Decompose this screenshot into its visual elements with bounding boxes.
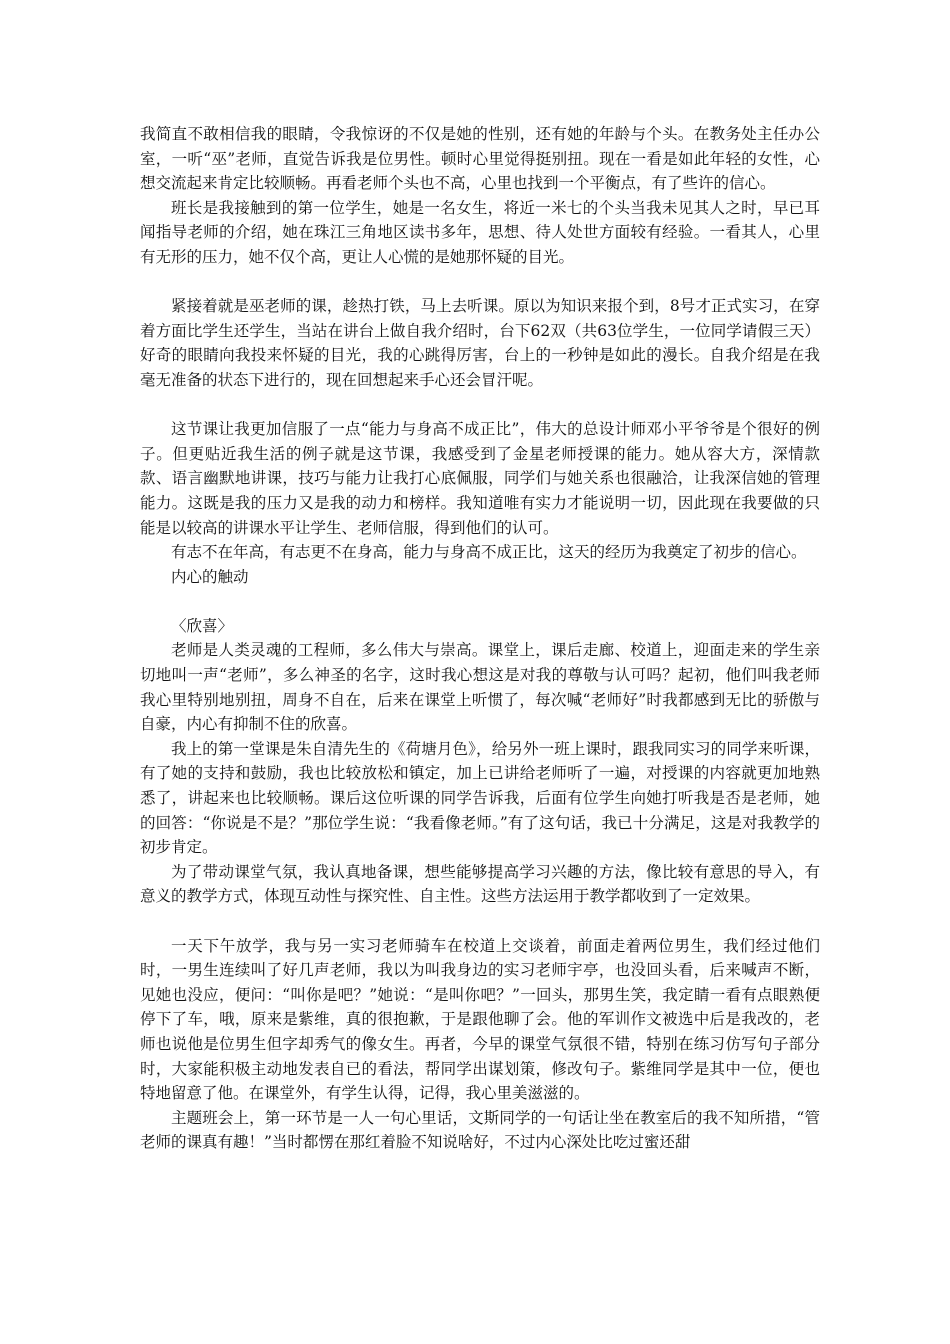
paragraph: 一天下午放学，我与另一实习老师骑车在校道上交谈着，前面走着两位男生，我们经过他们时，一男生连续叫了好几声老师，我以为叫我身边的实习老师宇亭，也没回头看，后来喊声不断，见她也没应，便问：“叫你是吧？”她说：“是叫你吧？”一回头，那男生笑，我定睛一看有点眼熟便停下了车，哦，原来是紫维，真的很抱歉，于是跟他聊了会。他的军训作文被选中后是我改的，老师也说他是位男生但字却秀气的像女生。再者，今早的课堂气氛很不错，特别在练习仿写句子部分时，大家能积极主动地发表自已的看法，帮同学出谋划策，修改句子。紫维同学是其中一位，便也特地留意了他。在课堂外，有学生认得，记得，我心里美滋滋的。 — [140, 936, 820, 1103]
paragraph: 我上的第一堂课是朱自清先生的《荷塘月色》，给另外一班上课时，跟我同实习的同学来听课，有了她的支持和鼓励，我也比较放松和镇定，加上已讲给老师听了一遍，对授课的内容就更加地熟悉了，讲起来也比较顺畅。课后这位听课的同学告诉我，后面有位学生向她打听我是否是老师，她的回答：“你说是不是？”那位学生说：“我看像老师。”有了这句话，我已十分满足，这是对我教学的初步肯定。 — [140, 739, 820, 857]
paragraph: 主题班会上，第一环节是一人一句心里话，文斯同学的一句话让坐在教室后的我不知所措，“管老师的课真有趣！”当时都愣在那红着脸不知说啥好，不过内心深处比吃过蜜还甜 — [140, 1108, 820, 1152]
section-heading: 内心的触动 — [171, 567, 249, 586]
paragraph: 老师是人类灵魂的工程师，多么伟大与崇高。课堂上，课后走廊、校道上，迎面走来的学生亲切地叫一声“老师”，多么神圣的名字，这时我心想这是对我的尊敬与认可吗？起初，他们叫我老师我心里特别地别扭，周身不自在，后来在课堂上听惯了，每次喊“老师好”时我都感到无比的骄傲与自豪，内心有抑制不住的欣喜。 — [140, 641, 820, 734]
blank-line — [140, 393, 820, 418]
paragraph: 为了带动课堂气氛，我认真地备课，想些能够提高学习兴趣的方法，像比较有意思的导入，有意义的教学方式，体现互动性与探究性、自主性。这些方法运用于教学都收到了一定效果。 — [140, 862, 820, 906]
paragraph: 紧接着就是巫老师的课，趁热打铁，马上去听课。原以为知识来报个到，8号才正式实习，在穿着方面比学生还学生，当站在讲台上做自我介绍时，台下62双（共63位学生，一位同学请假三天）好奇的眼睛向我投来怀疑的目光，我的心跳得厉害，台上的一秒钟是如此的漫长。自我介绍是在我毫无准备的状态下进行的，现在回想起来手心还会冒汗呢。 — [140, 297, 820, 389]
document-body — [140, 122, 820, 1155]
paragraph: 有志不在年高，有志更不在身高，能力与身高不成正比，这天的经历为我奠定了初步的信心。 — [171, 543, 807, 562]
blank-line — [140, 909, 820, 934]
paragraph: 我简直不敢相信我的眼睛，令我惊讶的不仅是她的性别，还有她的年龄与个头。在教务处主任办公室，一听“巫”老师，直觉告诉我是位男性。顿时心里觉得挺别扭。现在一看是如此年轻的女性，心想交流起来肯定比较顺畅。再看老师个头也不高，心里也找到一个平衡点，有了些许的信心。 — [140, 125, 820, 193]
paragraph: 这节课让我更加信服了一点“能力与身高不成正比”，伟大的总设计师邓小平爷爷是个很好的例子。但更贴近我生活的例子就是这节课，我感受到了金星老师授课的能力。她从容大方，深情款款、语言幽默地讲课，技巧与能力让我打心底佩服，同学们与她关系也很融洽，让我深信她的管理能力。这既是我的压力又是我的动力和榜样。我知道唯有实力才能说明一切，因此现在我要做的只能是以较高的讲课水平让学生、老师信服，得到他们的认可。 — [140, 420, 820, 537]
paragraph: 班长是我接触到的第一位学生，她是一名女生，将近一米七的个头当我未见其人之时，早已耳闻指导老师的介绍，她在珠江三角地区读书多年，思想、待人处世方面较有经验。一看其人，心里有无形的压力，她不仅个高，更让人心慌的是她那怀疑的目光。 — [140, 198, 820, 266]
blank-line — [140, 270, 820, 295]
blank-line — [140, 589, 820, 614]
subsection-heading: 〈欣喜〉 — [171, 616, 234, 635]
